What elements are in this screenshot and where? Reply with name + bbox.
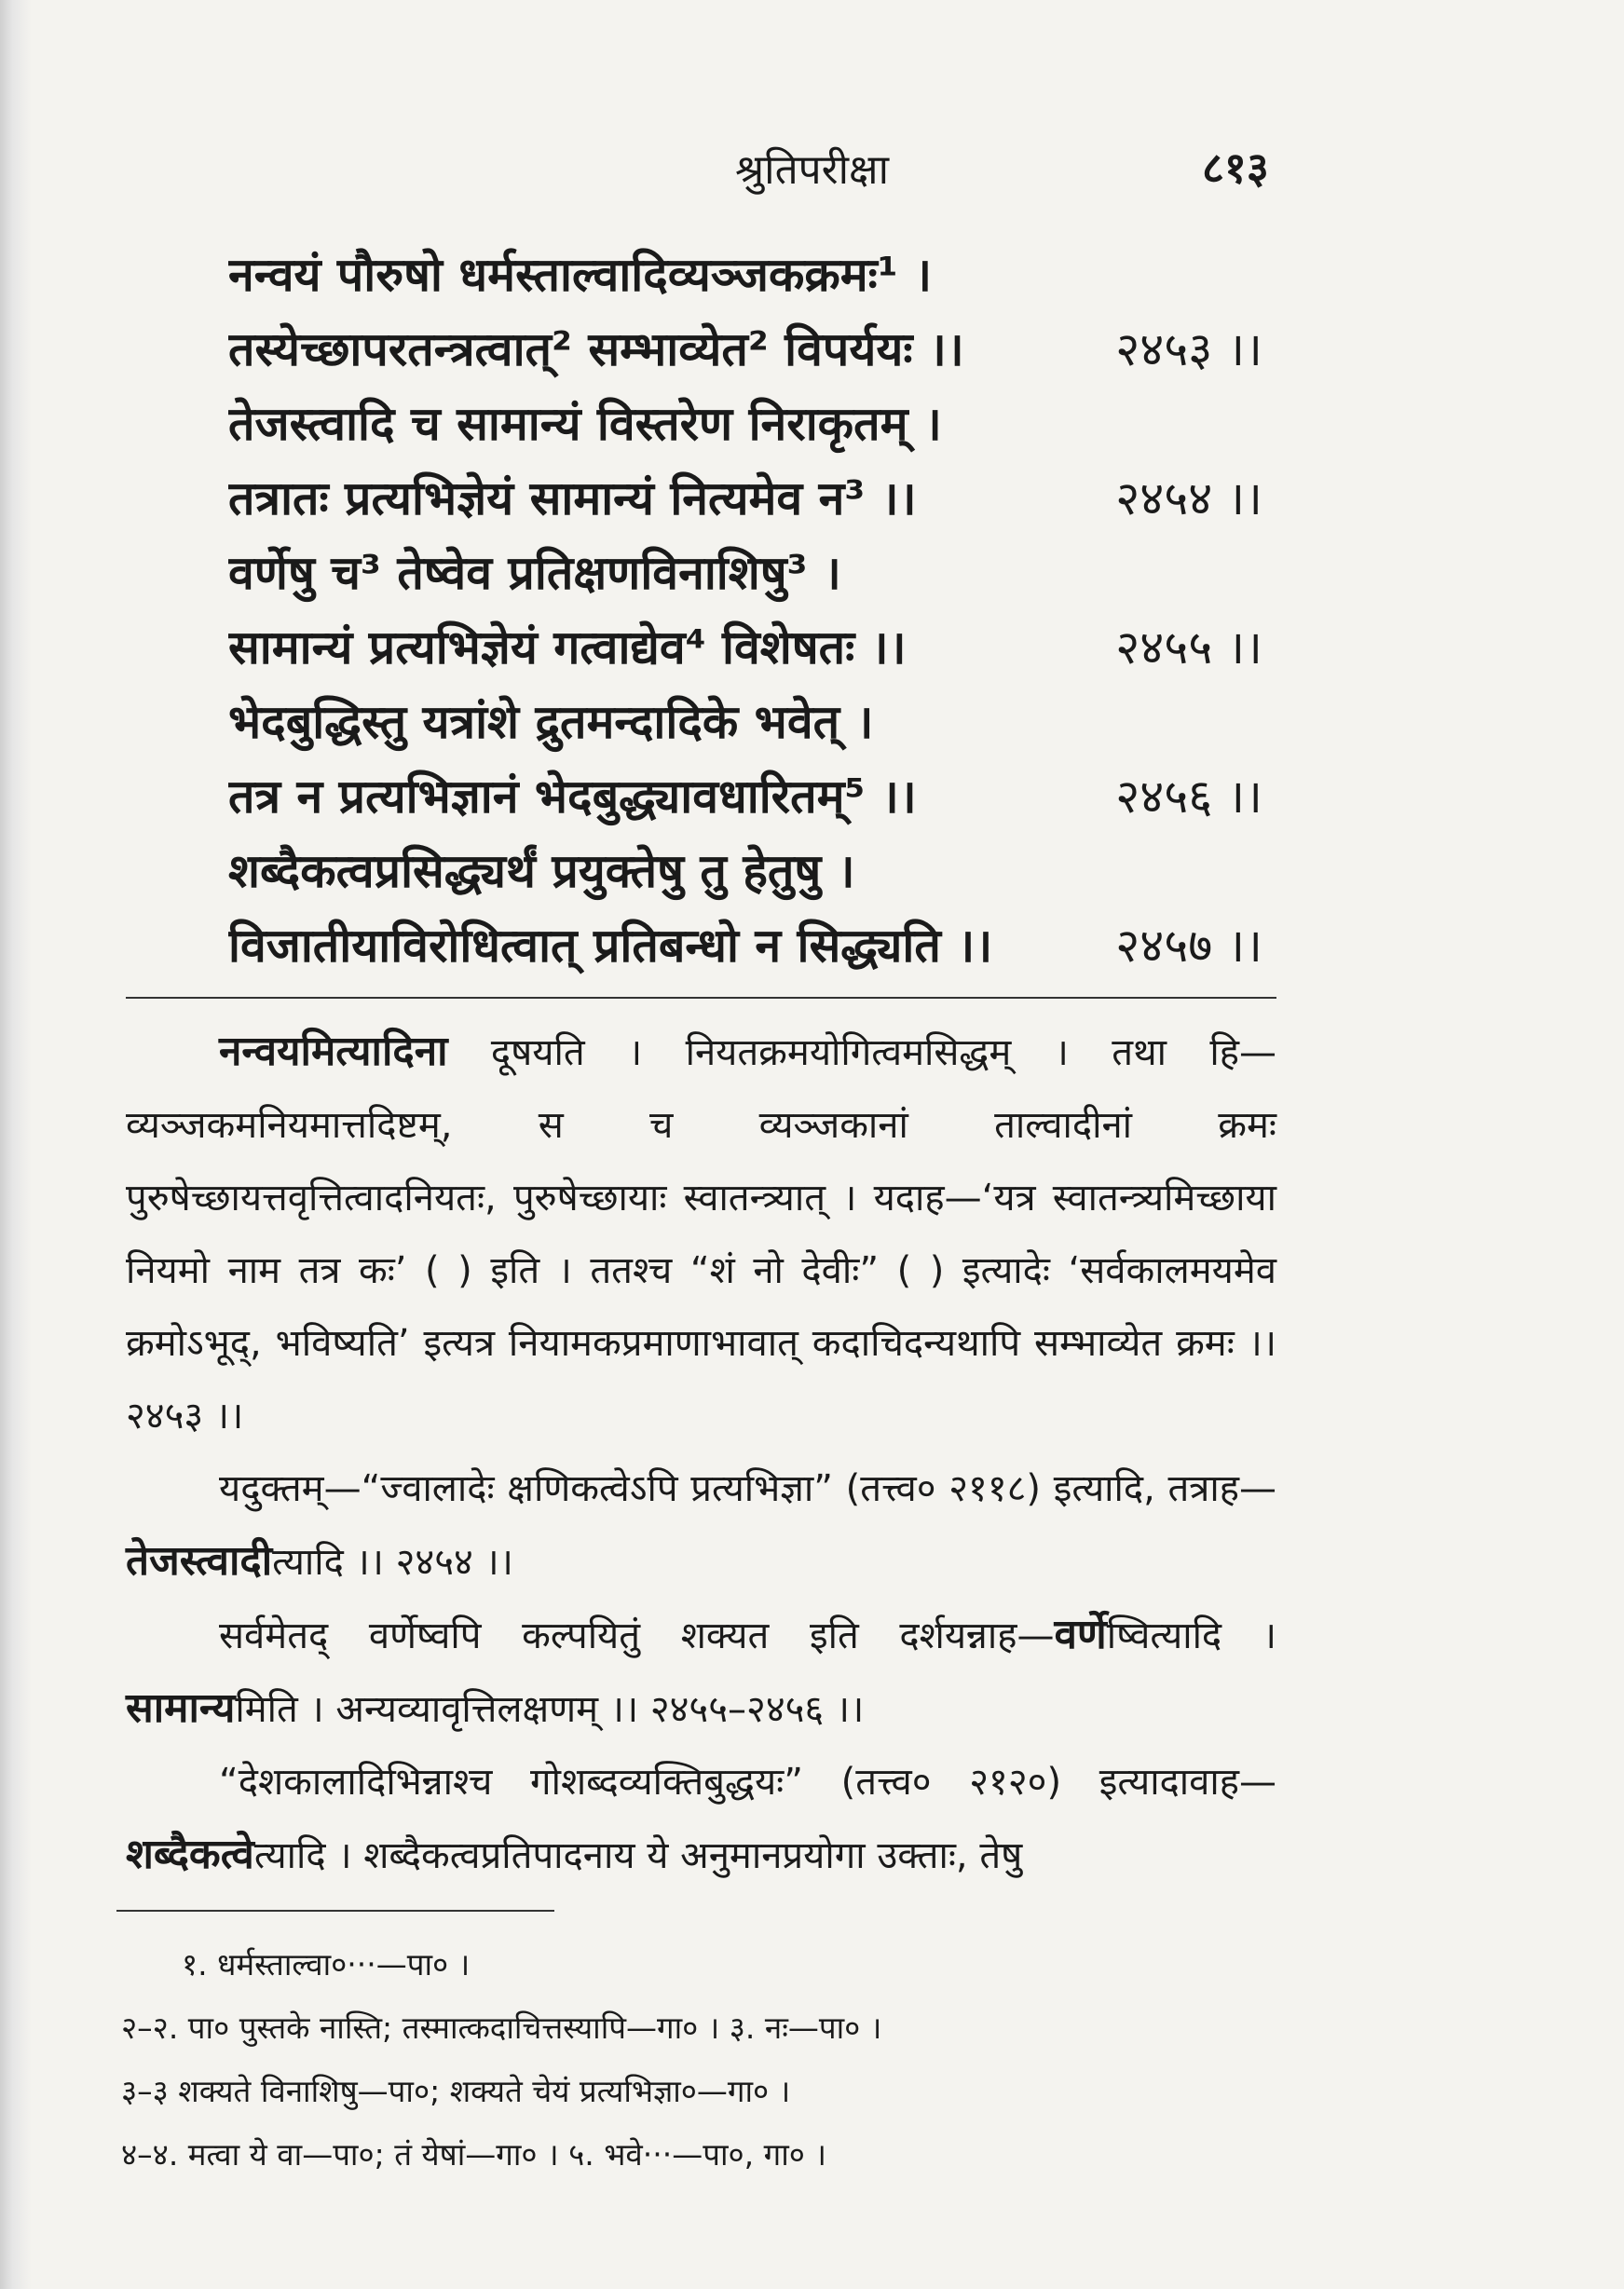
verse-text: सामान्यं प्रत्यभिज्ञेयं गत्वाद्येव⁴ विशेषतः ।। (228, 620, 907, 674)
verse-line (228, 759, 1262, 834)
verse-number: २४५७ ।। (1115, 919, 1262, 973)
footnote: ४–४. मत्वा ये वा—पा०; तं येषां—गा० । ५. भवे···—पा०, गा० । (121, 2136, 826, 2173)
verse-line (228, 834, 1262, 908)
commentary-text: दूषयति । नियतक्रमयोगित्वमसिद्धम् । तथा हि—व्यञ्जकमनियमात्तदिष्टम्, स च व्यञ्जकानां ताल्वादीनां क्रमः पुरुषेच्छायत्तवृत्तित्वादनियतः, पुरुषेच्छायाः स्वातन्त्र्यात् । यदाह—‘यत्र स्वातन्त्र्यमिच्छाया नियमो नाम तत्र कः’ ( ) इति । ततश्च “शं नो देवीः” ( ) इत्यादेः ‘सर्वकालमयमेव क्रमोऽभूद्, भविष्यति’ इत्यत्र नियामकप्रमाणाभावात् कदाचिदन्यथापि सम्भाव्येत क्रमः ।। २४५३ ।। (126, 1031, 1276, 1437)
verse-line (228, 685, 1262, 759)
verse-text: विजातीयाविरोधित्वात् प्रतिबन्धो न सिद्ध्यति ।। (228, 919, 993, 973)
verse-line (228, 312, 1262, 387)
verse-line (228, 536, 1262, 610)
verse-line (228, 238, 1262, 312)
verse-number: २४५५ ।। (1115, 620, 1262, 674)
verse-line (228, 610, 1262, 685)
verse-text: नन्वयं पौरुषो धर्मस्ताल्वादिव्यञ्जकक्रमः¹ । (228, 248, 933, 302)
commentary-text: मिति । अन्यव्यावृत्तिलक्षणम् ।। २४५५–२४५६ ।। (235, 1688, 865, 1731)
commentary-lemma: नन्वयमित्यादिना (219, 1028, 448, 1075)
verse-number: २४५६ ।। (1115, 770, 1262, 824)
commentary-text: ष्वित्यादि । (1106, 1615, 1276, 1657)
footnote: २–२. पा० पुस्तके नास्ति; तस्मात्कदाचित्तस्यापि—गा० । ३. नः—पा० । (121, 2010, 882, 2046)
verse-text: वर्णेषु च³ तेष्वेव प्रतिक्षणविनाशिषु³ । (228, 546, 841, 600)
commentary-paragraph (126, 1015, 1276, 1452)
page-number: ८१३ (1202, 143, 1269, 193)
commentary-text: सर्वमेतद् वर्णेष्वपि कल्पयितुं शक्यत इति दर्शयन्नाह— (219, 1615, 1055, 1657)
verse-text: भेदबुद्धिस्तु यत्रांशे द्रुतमन्दादिके भवेत् । (228, 695, 874, 749)
commentary-text: यदुक्तम्—“ज्वालादेः क्षणिकत्वेऽपि प्रत्यभिज्ञा” (तत्त्व० २११८) इत्यादि, तत्राह— (219, 1467, 1276, 1510)
running-title: श्रुतिपरीक्षा (735, 146, 889, 194)
commentary (126, 1015, 1276, 1892)
commentary-paragraph (126, 1452, 1276, 1599)
commentary-paragraph (126, 1599, 1276, 1746)
verse-line (228, 461, 1262, 536)
commentary-lemma: तेजस्त्वादी (126, 1537, 273, 1585)
commentary-lemma: वर्णे (1054, 1611, 1107, 1658)
verse-block (228, 238, 1262, 983)
verse-line (228, 387, 1262, 461)
commentary-text: त्यादि । शब्दैकत्वप्रतिपादनाय ये अनुमानप्रयोगा उक्ताः, तेषु (253, 1834, 1023, 1877)
verse-text: तेजस्त्वादि च सामान्यं विस्तरेण निराकृतम् । (228, 397, 942, 451)
verse-text: शब्दैकत्वप्रसिद्ध्यर्थं प्रयुक्तेषु तु हेतुषु । (228, 844, 855, 898)
commentary-lemma: सामान्य (126, 1684, 236, 1732)
footnote-divider (116, 1910, 554, 1912)
verse-number: २४५४ ।। (1115, 471, 1262, 525)
verse-text: तत्रातः प्रत्यभिज्ञेयं सामान्यं नित्यमेव न³ ।। (228, 471, 917, 525)
verse-text: तस्येच्छापरतन्त्रत्वात्² सम्भाव्येत² विपर्ययः ।। (228, 322, 964, 376)
commentary-text: “देशकालादिभिन्नाश्च गोशब्दव्यक्तिबुद्धयः” (तत्त्व० २१२०) इत्यादावाह— (219, 1761, 1276, 1804)
verse-commentary-divider (126, 997, 1276, 999)
footnote: १. धर्मस्ताल्वा०···—पा० । (182, 1946, 471, 1982)
footnote: ३–३ शक्यते विनाशिषु—पा०; शक्यते चेयं प्रत्यभिज्ञा०—गा० । (121, 2073, 791, 2109)
verse-text: तत्र न प्रत्यभिज्ञानं भेदबुद्ध्यावधारितम्⁵ ।। (228, 770, 917, 824)
commentary-text: त्यादि ।। २४५४ ।। (272, 1541, 513, 1584)
footnotes (121, 1933, 1276, 2187)
commentary-lemma: शब्दैकत्वे (126, 1831, 254, 1878)
commentary-paragraph (126, 1746, 1276, 1892)
verse-number: २४५३ ।। (1115, 322, 1262, 376)
verse-line (228, 908, 1262, 983)
